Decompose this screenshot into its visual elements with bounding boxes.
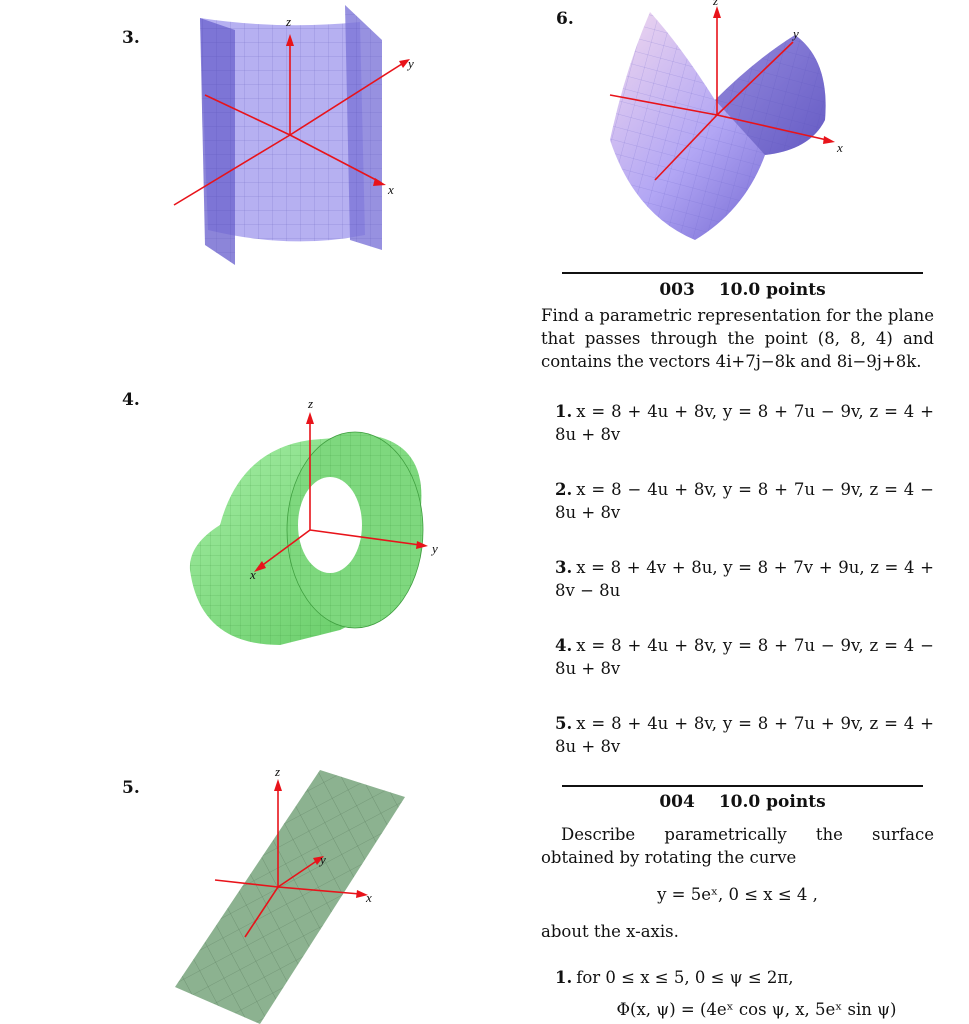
question-number: 003 xyxy=(659,280,695,300)
answer-choice-5[interactable] xyxy=(541,712,934,758)
answer-choice-1-q004[interactable] xyxy=(541,966,934,989)
axis-label-y: y xyxy=(408,56,414,71)
figure-number-6: 6. xyxy=(556,9,574,29)
answer-label: 3. xyxy=(555,558,573,577)
question-text-003: Find a parametric representation for the plane that passes through the point (8, 8, 4) and contains the vectors 4i+7j−8k and 8i−9j+8k. xyxy=(541,306,934,371)
figure-6-saddle-surface xyxy=(595,0,855,250)
answer-text: x = 8 + 4u + 8v, y = 8 + 7u + 9v, z = 4 + 8u + 8v xyxy=(555,714,934,756)
axis-label-z: z xyxy=(713,0,719,8)
cylinder-opening xyxy=(298,477,362,573)
answer-label: 4. xyxy=(555,636,573,655)
figure-number-4: 4. xyxy=(122,390,140,410)
figure-number-3: 3. xyxy=(122,28,140,48)
axis-label-x: x xyxy=(388,182,394,197)
answer-formula: Φ(x, ψ) = (4eˣ cos ψ, x, 5eˣ sin ψ) xyxy=(616,1000,897,1019)
axis-label-x: x xyxy=(837,140,843,155)
axis-label-z: z xyxy=(286,14,292,29)
question-text-004-cont: about the x-axis. xyxy=(541,922,679,941)
answer-text: x = 8 − 4u + 8v, y = 8 + 7u − 9v, z = 4 − 8u + 8v xyxy=(555,480,934,522)
answer-choice-2[interactable] xyxy=(541,478,934,524)
question-header-004 xyxy=(562,792,923,812)
answer-label: 2. xyxy=(555,480,573,499)
answer-choice-1[interactable] xyxy=(541,400,934,446)
question-text-004: Describe parametrically the surface obtained by rotating the curve xyxy=(541,825,934,867)
figure-4-circular-cylinder xyxy=(180,395,460,665)
divider-q004 xyxy=(562,785,923,787)
figure-5-plane xyxy=(170,762,420,1024)
axis-label-z: z xyxy=(308,396,314,411)
answer-label: 5. xyxy=(555,714,573,733)
axis-label-y: y xyxy=(320,852,326,867)
figure-3-parabolic-cylinder xyxy=(160,0,430,275)
axis-label-x: x xyxy=(366,890,372,905)
answer-text: for 0 ≤ x ≤ 5, 0 ≤ ψ ≤ 2π, xyxy=(576,968,794,987)
question-points: 10.0 points xyxy=(718,280,826,300)
answer-text: x = 8 + 4u + 8v, y = 8 + 7u − 9v, z = 4 − 8u + 8v xyxy=(555,636,934,678)
answer-text: x = 8 + 4u + 8v, y = 8 + 7u − 9v, z = 4 + 8u + 8v xyxy=(555,402,934,444)
question-header-003 xyxy=(562,280,923,300)
answer-text: x = 8 + 4v + 8u, y = 8 + 7v + 9u, z = 4 + 8v − 8u xyxy=(555,558,934,600)
answer-choice-4[interactable] xyxy=(541,634,934,680)
question-number: 004 xyxy=(659,792,695,812)
axis-label-x: x xyxy=(250,567,256,582)
question-points: 10.0 points xyxy=(718,792,826,812)
divider-q003 xyxy=(562,272,923,274)
answer-choice-3[interactable] xyxy=(541,556,934,602)
figure-number-5: 5. xyxy=(122,778,140,798)
answer-label: 1. xyxy=(555,968,573,987)
axis-label-y: y xyxy=(432,541,438,556)
axis-label-y: y xyxy=(793,26,799,41)
answer-label: 1. xyxy=(555,402,573,421)
axis-label-z: z xyxy=(275,764,281,779)
curve-equation: y = 5eˣ, 0 ≤ x ≤ 4 , xyxy=(657,885,818,904)
